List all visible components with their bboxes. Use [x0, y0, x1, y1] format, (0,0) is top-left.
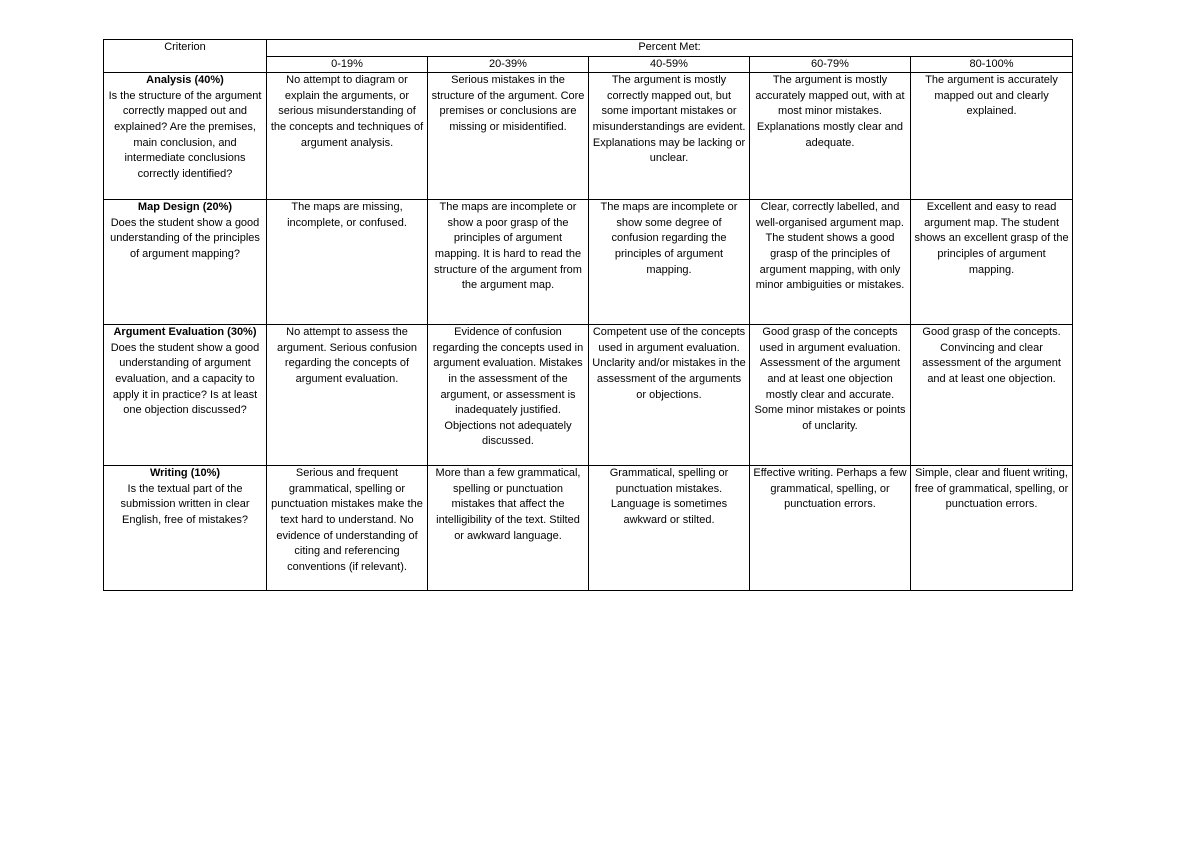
rubric-cell: The maps are incomplete or show a poor grasp of the principles of argument mapping. It is hard to read the structure of the argument from the argument map.	[428, 200, 589, 325]
rubric-cell: Effective writing. Perhaps a few grammatical, spelling, or punctuation errors.	[750, 466, 911, 591]
rubric-table	[103, 39, 1073, 591]
band-header: 20-39%	[428, 56, 589, 73]
rubric-cell: Excellent and easy to read argument map. The student shows an excellent grasp of the principles of argument mapping.	[911, 200, 1073, 325]
rubric-cell: The maps are missing, incomplete, or confused.	[267, 200, 428, 325]
rubric-cell: Grammatical, spelling or punctuation mistakes. Language is sometimes awkward or stilted.	[589, 466, 750, 591]
criterion-title: Analysis (40%)	[146, 74, 224, 87]
rubric-cell: More than a few grammatical, spelling or punctuation mistakes that affect the intelligibility of the text. Stilted or awkward language.	[428, 466, 589, 591]
criterion-header: Criterion	[104, 40, 267, 73]
band-header: 80-100%	[911, 56, 1073, 73]
criterion-question: Does the student show a good understanding of the principles of argument mapping?	[110, 216, 260, 260]
rubric-cell: Competent use of the concepts used in argument evaluation. Unclarity and/or mistakes in the assessment of the arguments or objections.	[589, 325, 750, 466]
percent-met-header: Percent Met:	[267, 40, 1073, 57]
rubric-cell: The argument is mostly correctly mapped out, but some important mistakes or misunderstandings are evident. Explanations may be lacking or unclear.	[589, 73, 750, 200]
band-header: 40-59%	[589, 56, 750, 73]
table-row	[104, 73, 1073, 200]
criterion-cell	[104, 325, 267, 466]
header-row	[104, 40, 1073, 57]
criterion-title: Writing (10%)	[149, 467, 221, 480]
criterion-cell	[104, 200, 267, 325]
rubric-cell: Serious mistakes in the structure of the argument. Core premises or conclusions are missing or misidentified.	[428, 73, 589, 200]
rubric-cell: No attempt to diagram or explain the arguments, or serious misunderstanding of the concepts and techniques of argument analysis.	[267, 73, 428, 200]
criterion-cell	[104, 73, 267, 200]
criterion-question: Is the textual part of the submission written in clear English, free of mistakes?	[120, 482, 250, 526]
table-row	[104, 466, 1073, 591]
criterion-title: Map Design (20%)	[137, 201, 233, 214]
criterion-question: Is the structure of the argument correctly mapped out and explained? Are the premises, main conclusion, and intermediate conclusions correctly identified?	[108, 89, 262, 180]
rubric-cell: The argument is accurately mapped out and clearly explained.	[911, 73, 1073, 200]
rubric-cell: Clear, correctly labelled, and well-organised argument map. The student shows a good grasp of the principles of argument mapping, with only minor ambiguities or mistakes.	[750, 200, 911, 325]
table-row	[104, 325, 1073, 466]
band-header: 0-19%	[267, 56, 428, 73]
rubric-cell: The argument is mostly accurately mapped out, with at most minor mistakes. Explanations mostly clear and adequate.	[750, 73, 911, 200]
criterion-cell	[104, 466, 267, 591]
criterion-title: Argument Evaluation (30%)	[113, 326, 257, 339]
table-row	[104, 200, 1073, 325]
rubric-cell: Good grasp of the concepts. Convincing and clear assessment of the argument and at least one objection.	[911, 325, 1073, 466]
rubric-cell: Simple, clear and fluent writing, free of grammatical, spelling, or punctuation errors.	[911, 466, 1073, 591]
rubric-cell: No attempt to assess the argument. Serious confusion regarding the concepts of argument evaluation.	[267, 325, 428, 466]
rubric-cell: Serious and frequent grammatical, spelling or punctuation mistakes make the text hard to understand. No evidence of understanding of citing and referencing conventions (if relevant).	[267, 466, 428, 591]
rubric-cell: The maps are incomplete or show some degree of confusion regarding the principles of argument mapping.	[589, 200, 750, 325]
rubric-cell: Evidence of confusion regarding the concepts used in argument evaluation. Mistakes in the assessment of the argument, or assessment is inadequately justified. Objections not adequately discussed.	[428, 325, 589, 466]
criterion-question: Does the student show a good understanding of argument evaluation, and a capacity to apply it in practice? Is at least one objection discussed?	[110, 341, 260, 417]
rubric-cell: Good grasp of the concepts used in argument evaluation. Assessment of the argument and at least one objection mostly clear and accurate. Some minor mistakes or points of unclarity.	[750, 325, 911, 466]
band-header: 60-79%	[750, 56, 911, 73]
